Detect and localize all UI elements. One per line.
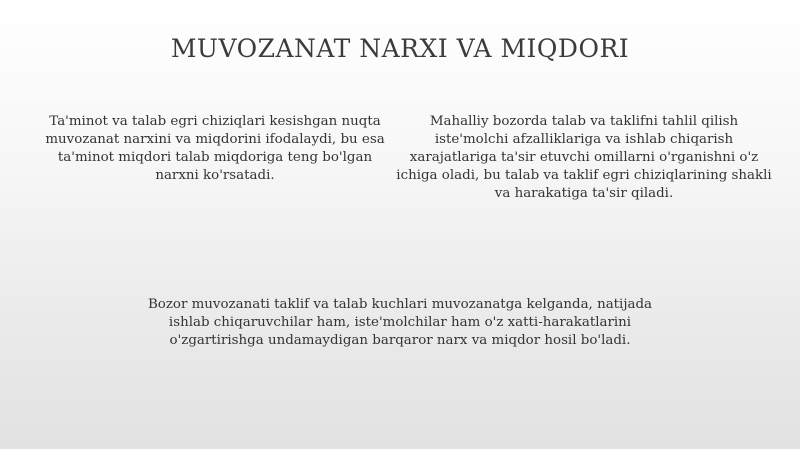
paragraph-right: Mahalliy bozorda talab va taklifni tahlil qilish iste'molchi afzalliklariga va ishlab chiqarish xarajatlariga ta'sir etuvchi omillarni o'rganishni o'z ichiga oladi, bu talab va taklif egri chiziqlarining shakli va harakatiga ta'sir qiladi. [396,114,772,201]
paragraph-bottom: Bozor muvozanati taklif va talab kuchlari muvozanatga kelganda, natijada ishlab chiqaruvchilar ham, iste'molchilar ham o'z xatti-harakatlarini o'zgartirishga undamaydigan barqaror narx va miqdor hosil bo'ladi. [147,297,653,348]
paragraph-left: Ta'minot va talab egri chiziqlari kesishgan nuqta muvozanat narxini va miqdorini ifodalaydi, bu esa ta'minot miqdori talab miqdoriga teng bo'lgan narxni ko'rsatadi. [45,114,385,183]
slide-title: MUVOZANAT NARXI VA MIQDORI [170,34,630,63]
